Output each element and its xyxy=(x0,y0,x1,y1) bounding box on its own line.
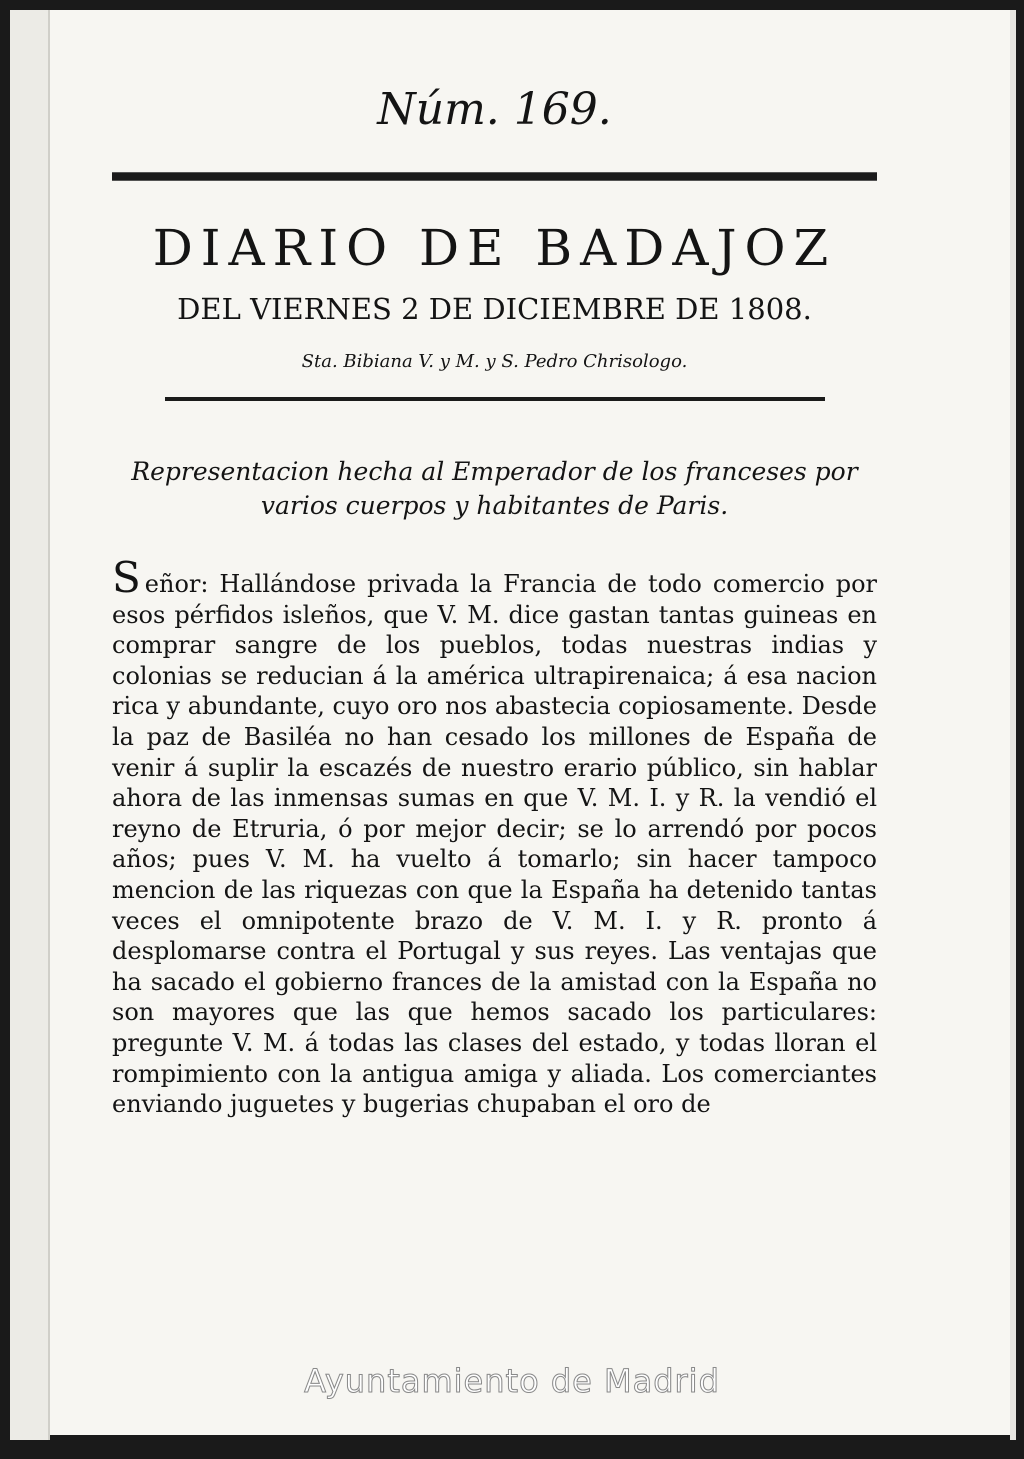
article-title: Representacion hecha al Emperador de los franceses por varios cuerpos y habitantes de Paris. xyxy=(131,457,858,520)
page-gutter-right xyxy=(1010,10,1016,1440)
scan-border-left xyxy=(0,0,10,1459)
scan-border-top xyxy=(0,0,1024,10)
dateline: DEL VIERNES 2 DE DICIEMBRE DE 1808. xyxy=(177,292,812,326)
article-body xyxy=(112,553,877,1120)
saints-of-the-day: Sta. Bibiana V. y M. y S. Pedro Chrisologo. xyxy=(301,351,688,372)
newspaper-content xyxy=(112,60,877,1120)
masthead-title: DIARIO DE BADAJOZ xyxy=(152,219,837,277)
scan-border-bottom xyxy=(0,1435,1024,1459)
scan-border-right xyxy=(1016,0,1024,1459)
section-rule xyxy=(165,397,825,401)
archive-watermark: Ayuntamiento de Madrid xyxy=(304,1362,720,1400)
issue-number: Núm. 169. xyxy=(377,84,612,135)
drop-cap: S xyxy=(112,553,141,602)
page-gutter-left xyxy=(10,10,50,1440)
article-text: eñor: Hallándose privada la Francia de todo comercio por esos pérfidos isleños, que V. M. dice gastan tantas guineas en comprar sangre de los pueblos, todas nuestras indias y colonias se reducian á la américa ultrapirenaica; á esa nacion rica y abundante, cuyo oro nos abastecia copiosamente. Desde la paz de Basiléa no han cesado los millones de España de venir á suplir la escazés de nuestro erario público, sin hablar ahora de las inmensas sumas en que V. M. I. y R. la vendió el reyno de Etruria, ó por mejor decir; se lo arrendó por pocos años; pues V. M. ha vuelto á tomarlo; sin hacer tampoco mencion de las riquezas con que la España ha detenido tantas veces el omnipotente brazo de V. M. I. y R. pronto á desplomarse contra el Portugal y sus reyes. Las ventajas que ha sacado el gobierno frances de la amistad con la España no son mayores que las que hemos sacado los particulares: pregunte V. M. á todas las clases del estado, y todas lloran el rompimiento con la antigua amiga y aliada. Los comerciantes enviando juguetes y bugerias chupaban el oro de xyxy=(112,570,877,1119)
header-rule xyxy=(112,172,877,181)
